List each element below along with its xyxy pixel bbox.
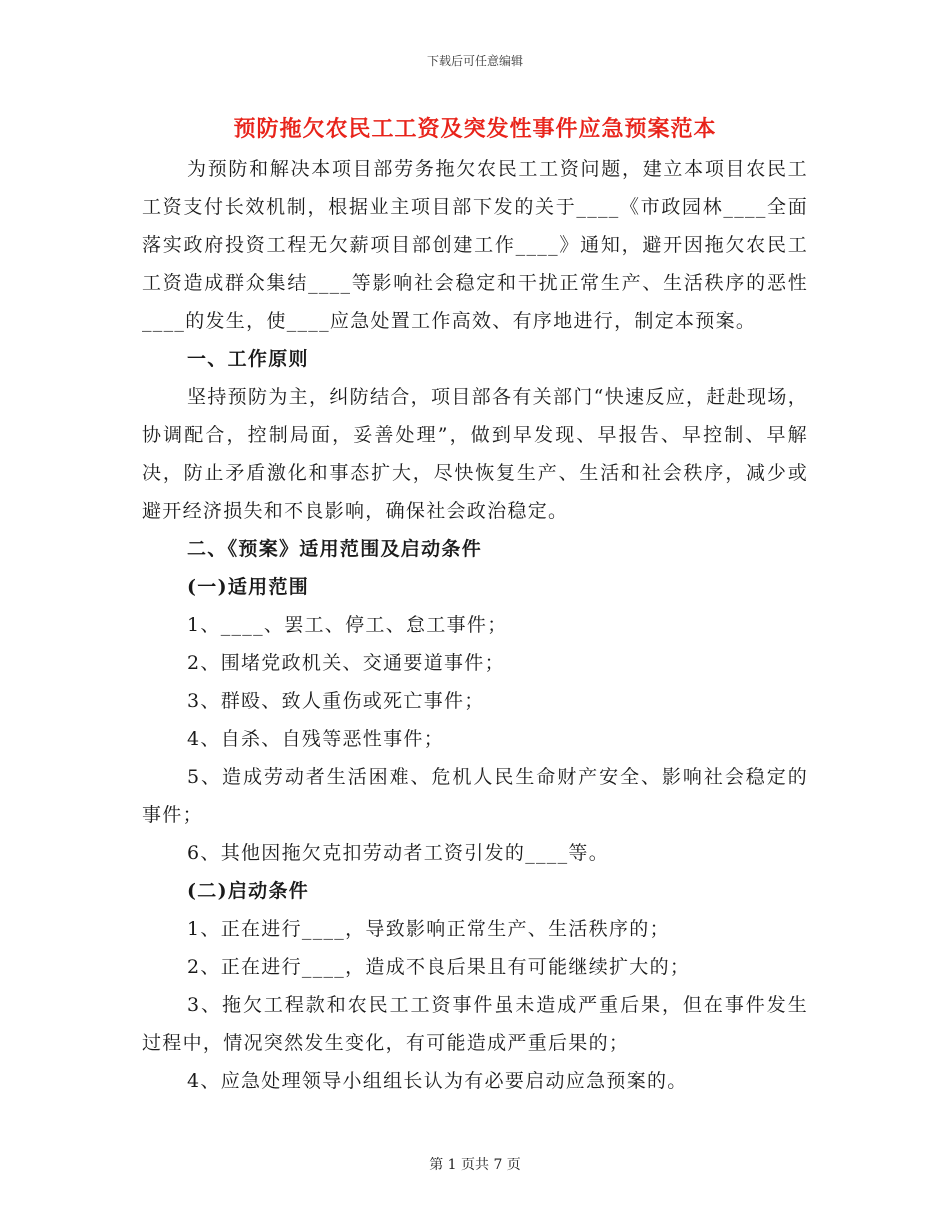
section-heading-scope-and-conditions: 二、《预案》适用范围及启动条件 (187, 538, 483, 560)
subheading-start-conditions: (二)启动条件 (187, 880, 310, 902)
scope-item: 1、____、罢工、停工、怠工事件； (187, 614, 508, 636)
intro-paragraph: 为预防和解决本项目部劳务拖欠农民工工资问题，建立本项目农民工工资支付长效机制，根据业主项目部下发的关于____《市政园林____全面落实政府投资工程无欠薪项目部创建工作____》通知，避开因拖欠农民工工资造成群众集结____等影响社会稳定和干扰正常生产、生活秩序的恶性____的发生，使____应急处置工作高效、有序地进行，制定本预案。 (142, 158, 808, 332)
start-condition-item: 2、正在进行____，造成不良后果且有可能继续扩大的； (187, 956, 691, 978)
start-condition-item: 3、拖欠工程款和农民工工资事件虽未造成严重后果，但在事件发生过程中，情况突然发生变化，有可能造成严重后果的； (142, 994, 808, 1054)
principles-paragraph: 坚持预防为主，纠防结合，项目部各有关部门“快速反应，赶赴现场，协调配合，控制局面，妥善处理”，做到早发现、早报告、早控制、早解决，防止矛盾激化和事态扩大，尽快恢复生产、生活和社会秩序，减少或避开经济损失和不良影响，确保社会政治稳定。 (142, 386, 808, 522)
scope-item: 2、围堵党政机关、交通要道事件； (187, 652, 505, 674)
start-condition-item: 1、正在进行____，导致影响正常生产、生活秩序的； (187, 918, 670, 940)
section-heading-principles: 一、工作原则 (187, 348, 309, 370)
document-body (142, 150, 808, 1100)
scope-item: 6、其他因拖欠克扣劳动者工资引发的____等。 (187, 842, 609, 864)
subheading-scope: (一)适用范围 (187, 576, 310, 598)
page-header-note: 下载后可任意编辑 (426, 54, 523, 68)
scope-item: 5、造成劳动者生活困难、危机人民生命财产安全、影响社会稳定的事件； (142, 766, 808, 826)
scope-item: 4、自杀、自残等恶性事件； (187, 728, 444, 750)
start-condition-item: 4、应急处理领导小组组长认为有必要启动应急预案的。 (187, 1070, 688, 1092)
document-title: 预防拖欠农民工工资及突发性事件应急预案范本 (233, 116, 717, 142)
page-footer-number: 第 1 页共 7 页 (429, 1157, 521, 1173)
scope-item: 3、群殴、致人重伤或死亡事件； (187, 690, 485, 712)
